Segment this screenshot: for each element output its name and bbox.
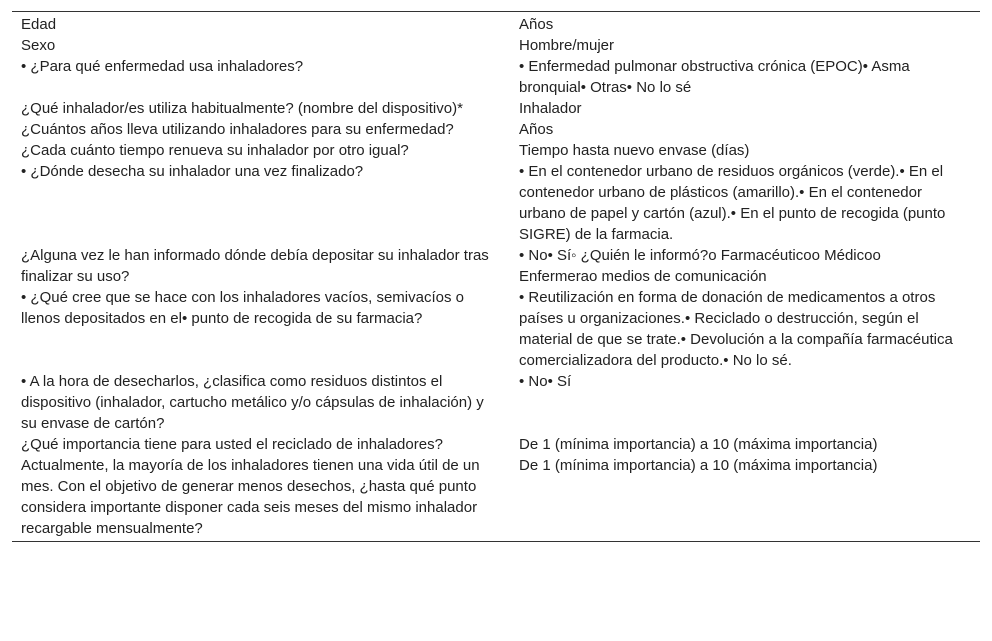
answer-cell: • En el contenedor urbano de residuos orgánicos (verde).• En el contenedor urbano de plásticos (amarillo).• En el contenedor urbano de papel y cartón (azul).• En el punto de recogida (punto SIGRE) de la farmacia.	[519, 163, 946, 243]
question-cell: • A la hora de desecharlos, ¿clasifica como residuos distintos el dispositivo (inhalador, cartucho metálico y/o cápsulas de inhalación) y su envase de cartón?	[21, 373, 484, 432]
question-cell: ¿Qué importancia tiene para usted el reciclado de inhaladores?	[21, 436, 443, 453]
question-cell: ¿Cuántos años lleva utilizando inhaladores para su enfermedad?	[21, 121, 454, 138]
survey-table	[12, 12, 980, 541]
table-row	[12, 12, 980, 35]
table-row	[12, 455, 980, 541]
table-row	[12, 371, 980, 434]
question-cell: • ¿Dónde desecha su inhalador una vez finalizado?	[21, 163, 364, 180]
answer-cell: Hombre/mujer	[519, 37, 615, 54]
answer-cell: De 1 (mínima importancia) a 10 (máxima importancia)	[519, 457, 878, 474]
question-cell: Sexo	[21, 37, 56, 54]
table-row	[12, 119, 980, 140]
answer-cell: • No• Sí	[519, 373, 572, 390]
question-cell: ¿Alguna vez le han informado dónde debía depositar su inhalador tras finalizar su uso?	[21, 247, 489, 285]
table-row	[12, 98, 980, 119]
answer-cell: Años	[519, 121, 554, 138]
answer-cell: Años	[519, 16, 554, 33]
survey-table-container	[12, 11, 980, 542]
answer-cell: • Enfermedad pulmonar obstructiva crónica (EPOC)• Asma bronquial• Otras• No lo sé	[519, 58, 910, 96]
question-cell: Actualmente, la mayoría de los inhaladores tienen una vida útil de un mes. Con el objetivo de generar menos desechos, ¿hasta qué punto considera importante disponer cada seis meses del mismo inhalador recargable mensualmente?	[21, 457, 480, 537]
table-row	[12, 161, 980, 245]
table-row	[12, 35, 980, 56]
question-cell: ¿Cada cuánto tiempo renueva su inhalador por otro igual?	[21, 142, 409, 159]
answer-cell: Tiempo hasta nuevo envase (días)	[519, 142, 750, 159]
answer-cell: De 1 (mínima importancia) a 10 (máxima importancia)	[519, 436, 878, 453]
question-cell: • ¿Para qué enfermedad usa inhaladores?	[21, 58, 304, 75]
question-cell: ¿Qué inhalador/es utiliza habitualmente? (nombre del dispositivo)*	[21, 100, 463, 117]
answer-cell: • Reutilización en forma de donación de medicamentos a otros países u organizaciones.• Reciclado o destrucción, según el material de que se trate.• Devolución a la compañía farmacéutica comercializadora del producto.• No lo sé.	[519, 289, 953, 369]
table-row	[12, 245, 980, 287]
table-row	[12, 287, 980, 371]
table-row	[12, 434, 980, 455]
table-row	[12, 140, 980, 161]
question-cell: Edad	[21, 16, 57, 33]
question-cell: • ¿Qué cree que se hace con los inhaladores vacíos, semivacíos o llenos depositados en el• punto de recogida de su farmacia?	[21, 289, 464, 327]
answer-cell: • No• Sí◦ ¿Quién le informó?o Farmacéuticoo Médicoo Enfermerao medios de comunicación	[519, 247, 881, 285]
table-row	[12, 56, 980, 98]
answer-cell: Inhalador	[519, 100, 582, 117]
